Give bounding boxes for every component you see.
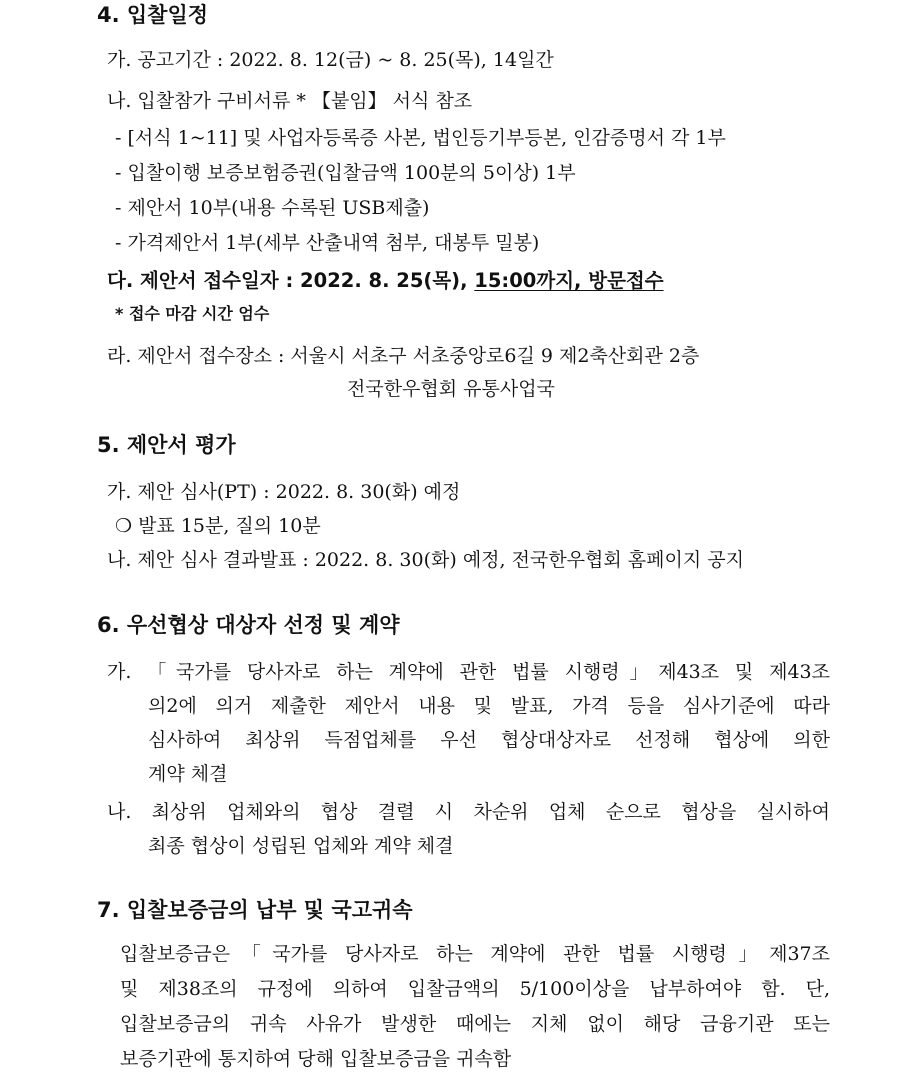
document-item: - 입찰이행 보증보험증권(입찰금액 100분의 5이상) 1부 xyxy=(115,162,576,184)
negotiation-paragraph-line: 최종 협상이 성립된 업체와 계약 체결 xyxy=(148,835,454,857)
presentation-time-note: ❍ 발표 15분, 질의 10분 xyxy=(115,515,321,537)
contract-paragraph-line: 심사하여 최상위 득점업체를 우선 협상대상자로 선정해 협상에 의한 xyxy=(148,729,830,751)
required-documents-title: 나. 입찰참가 구비서류 * 【붙임】 서식 참조 xyxy=(107,90,473,112)
deposit-paragraph-line: 및 제38조의 규정에 의하여 입찰금액의 5/100이상을 납부하여야 함. 단, xyxy=(120,978,830,1000)
deposit-paragraph-line: 입찰보증금은「국가를 당사자로 하는 계약에 관한 법률 시행령」제37조 xyxy=(120,943,830,965)
submission-place-continued: 전국한우협회 유통사업국 xyxy=(347,378,555,400)
review-result-announcement: 나. 제안 심사 결과발표 : 2022. 8. 30(화) 예정, 전국한우협회 홈페이지 공지 xyxy=(107,549,744,571)
negotiation-paragraph-line: 나. 최상위 업체와의 협상 결렬 시 차순위 업체 순으로 협상을 실시하여 xyxy=(107,801,830,823)
submission-date-deadline: 15:00까지, 방문접수 xyxy=(474,269,664,292)
section-6-heading: 6. 우선협상 대상자 선정 및 계약 xyxy=(97,613,400,637)
deadline-note: * 접수 마감 시간 엄수 xyxy=(115,304,270,323)
deposit-paragraph-line: 보증기관에 통지하여 당해 입찰보증금을 귀속함 xyxy=(120,1048,512,1070)
contract-paragraph-line: 의2에 의거 제출한 제안서 내용 및 발표, 가격 등을 심사기준에 따라 xyxy=(148,695,830,717)
contract-paragraph-line: 계약 체결 xyxy=(148,763,228,785)
deposit-paragraph-line: 입찰보증금의 귀속 사유가 발생한 때에는 지체 없이 해당 금융기관 또는 xyxy=(120,1013,830,1035)
section-7-heading: 7. 입찰보증금의 납부 및 국고귀속 xyxy=(97,898,413,922)
submission-date xyxy=(107,268,664,294)
proposal-review-date: 가. 제안 심사(PT) : 2022. 8. 30(화) 예정 xyxy=(107,481,461,503)
contract-paragraph-line: 가. 「국가를 당사자로 하는 계약에 관한 법률 시행령」제43조 및 제43조 xyxy=(107,661,830,683)
document-item: - 제안서 10부(내용 수록된 USB제출) xyxy=(115,197,430,219)
schedule-notice-period: 가. 공고기간 : 2022. 8. 12(금) ~ 8. 25(목), 14일간 xyxy=(107,49,554,71)
submission-place: 라. 제안서 접수장소 : 서울시 서초구 서초중앙로6길 9 제2축산회관 2층 xyxy=(107,345,700,367)
section-5-heading: 5. 제안서 평가 xyxy=(97,433,236,457)
submission-date-prefix: 다. 제안서 접수일자 : 2022. 8. 25(목), xyxy=(107,269,475,292)
document-item: - [서식 1~11] 및 사업자등록증 사본, 법인등기부등본, 인감증명서 각 1부 xyxy=(115,127,726,149)
document-item: - 가격제안서 1부(세부 산출내역 첨부, 대봉투 밀봉) xyxy=(115,232,540,254)
section-4-heading: 4. 입찰일정 xyxy=(97,3,209,27)
